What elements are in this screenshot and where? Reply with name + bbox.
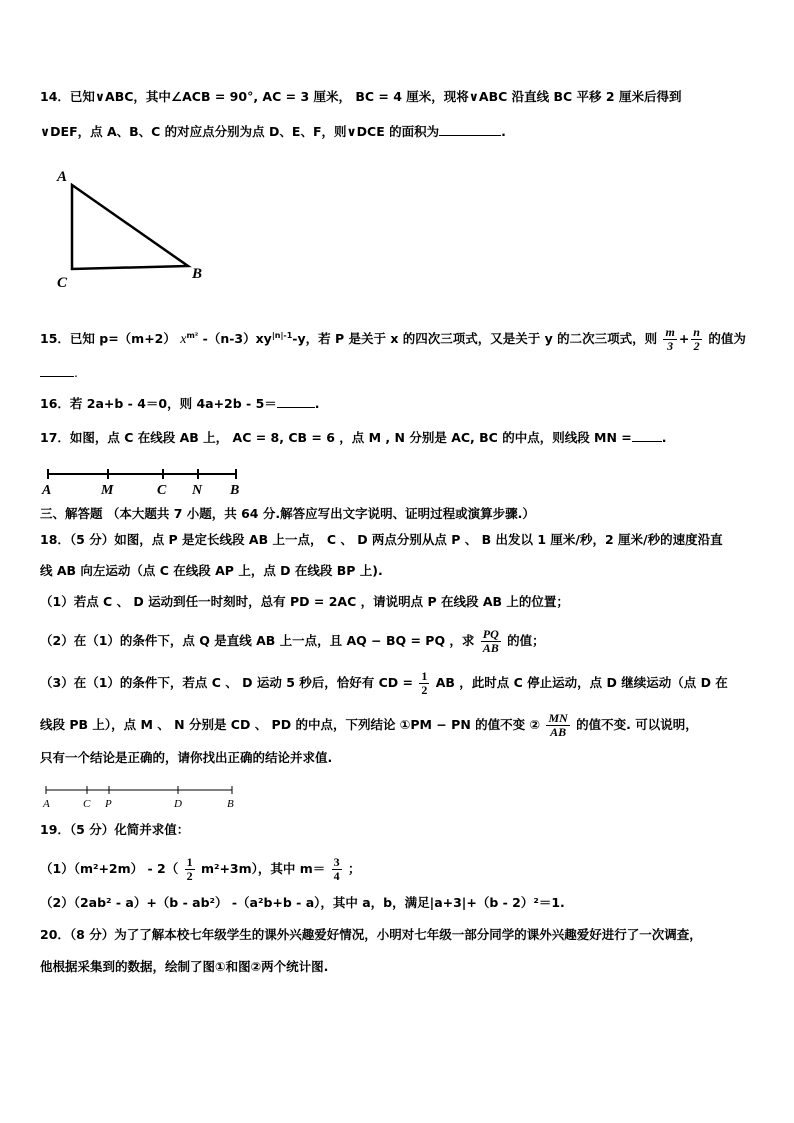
frac-num: 1 [421,669,428,683]
q15-answer-blank [40,376,74,377]
q19-part1 [40,856,361,883]
label-b: B [192,266,203,282]
frac-den: 2 [186,869,193,883]
q18-part3-line3: 只有一个结论是正确的，请你找出正确的结论并求值. [40,750,333,765]
q15-head: 15．已知 p=（m+2） [40,331,176,346]
q18-part1: （1）若点 C 、 D 运动到任一时刻时，总有 PD = 2AC ，请说明点 P 在线段 AB 上的位置； [40,594,569,609]
q20-line1: 20．（8 分）为了了解本校七年级学生的课外兴趣爱好情况，小明对七年级一部分同学的课外兴趣爱好进行了一次调查， [40,927,702,942]
label-p: P [105,798,112,810]
q18-segment-figure [40,783,250,813]
q16-text: 16．若 2a+b - 4＝0，则 4a+2b - 5＝ [40,396,277,411]
frac-den: 2 [693,339,700,353]
q18-part2-a: （2）在（1）的条件下，点 Q 是直线 AB 上一点，且 AQ − BQ = PQ ，求 [40,633,475,648]
label-c: C [57,275,68,291]
label-a: A [57,169,68,185]
q19-part1-a: （1）（m²+2m） - 2（ [40,861,179,876]
q15-period: . [74,365,78,380]
label-a: A [42,483,52,498]
q15-frac-n2 [691,326,702,353]
frac-num: 1 [186,855,193,869]
q14-period: . [501,124,506,139]
q17-text: 17．如图，点 C 在线段 AB 上， AC = 8, CB = 6 ，点 M , N 分别是 AC, BC 的中点，则线段 MN = [40,430,632,445]
q15-line2 [40,364,78,382]
q18-part3-c: 线段 PB 上），点 M 、 N 分别是 CD 、 PD 的中点，下列结论 ①PM − PN 的值不变 ② [40,717,541,732]
q14-line2 [40,123,506,141]
q17-period: . [661,430,667,445]
q15-x: x [180,332,187,347]
q19-part1-c: ； [348,861,361,876]
q18-line1: 18．（5 分）如图，点 P 是定长线段 AB 上一点， C 、 D 两点分别从点 P 、 B 出发以 1 厘米/秒，2 厘米/秒的速度沿直 [40,532,723,547]
q18-part2 [40,628,545,655]
label-d: D [174,798,182,810]
q16-period: . [314,396,320,411]
label-m: M [101,483,114,498]
frac-num: n [693,325,700,339]
q16-line [40,395,320,413]
q20-line2: 他根据采集到的数据，绘制了图①和图②两个统计图. [40,959,329,974]
label-b: B [230,483,240,498]
q18-part3-b: AB ，此时点 C 停止运动，点 D 继续运动（点 D 在 [435,675,728,690]
q15-exp2: |n|-1 [271,330,293,340]
q17-line [40,429,667,447]
q18-part3-line2 [40,712,698,739]
frac-num: 3 [333,855,340,869]
frac-one-half [185,856,195,883]
q15-end: 的值为 [708,331,746,346]
q18-part2-b: 的值； [507,633,545,648]
q14-triangle-figure [50,165,210,295]
q15-line1 [40,326,746,353]
q19-part2: （2）（2ab² - a）+（b - ab²） -（a²b+b - a），其中 a，b，满足|a+3|+（b - 2）²＝1. [40,895,565,910]
frac-den: 3 [667,339,674,353]
frac-den: AB [550,725,567,739]
q19-part1-b: m²+3m），其中 m＝ [200,861,326,876]
frac-one-half [419,670,429,697]
section-3-heading: 三、解答题 （本大题共 7 小题，共 64 分.解答应写出文字说明、证明过程或演算步骤.） [40,506,535,521]
label-n: N [192,483,203,498]
q19-line1: 19．（5 分）化简并求值： [40,822,190,837]
q15-mid: -（n-3）xy [198,331,272,346]
frac-pq-ab [481,628,501,655]
triangle-abc [72,185,188,269]
frac-num: PQ [482,627,499,641]
frac-den: AB [482,641,499,655]
q14-answer-blank [439,135,501,136]
q15-exp: m² [186,330,199,340]
frac-three-quarters [332,856,342,883]
q18-line2: 线 AB 向左运动（点 C 在线段 AP 上，点 D 在线段 BP 上). [40,563,383,578]
plus: + [678,331,690,346]
frac-den: 4 [333,869,340,883]
label-a: A [43,798,50,810]
frac-num: MN [548,711,568,725]
q14-line2-text: ∨DEF，点 A、B、C 的对应点分别为点 D、E、F，则∨DCE 的面积为 [40,124,440,139]
q16-answer-blank [277,407,315,408]
label-b: B [227,798,234,810]
q14-line1: 14．已知∨ABC，其中∠ACB = 90°, AC = 3 厘米， BC = 4 厘米，现将∨ABC 沿直线 BC 平移 2 厘米后得到 [40,89,682,104]
q15-tail: -y，若 P 是关于 x 的四次三项式，又是关于 y 的二次三项式，则 [292,331,658,346]
q17-answer-blank [632,441,662,442]
frac-mn-ab [546,712,569,739]
frac-num: m [665,325,675,339]
q17-segment-figure [40,466,250,502]
q18-part3-c2: 的值不变. 可以说明， [576,717,698,732]
label-c: C [83,798,91,810]
label-c: C [157,483,167,498]
q18-part3-a: （3）在（1）的条件下，若点 C 、 D 运动 5 秒后，恰好有 CD = [40,675,413,690]
q15-frac-m3 [663,326,676,353]
frac-den: 2 [421,683,428,697]
q18-part3 [40,670,728,697]
